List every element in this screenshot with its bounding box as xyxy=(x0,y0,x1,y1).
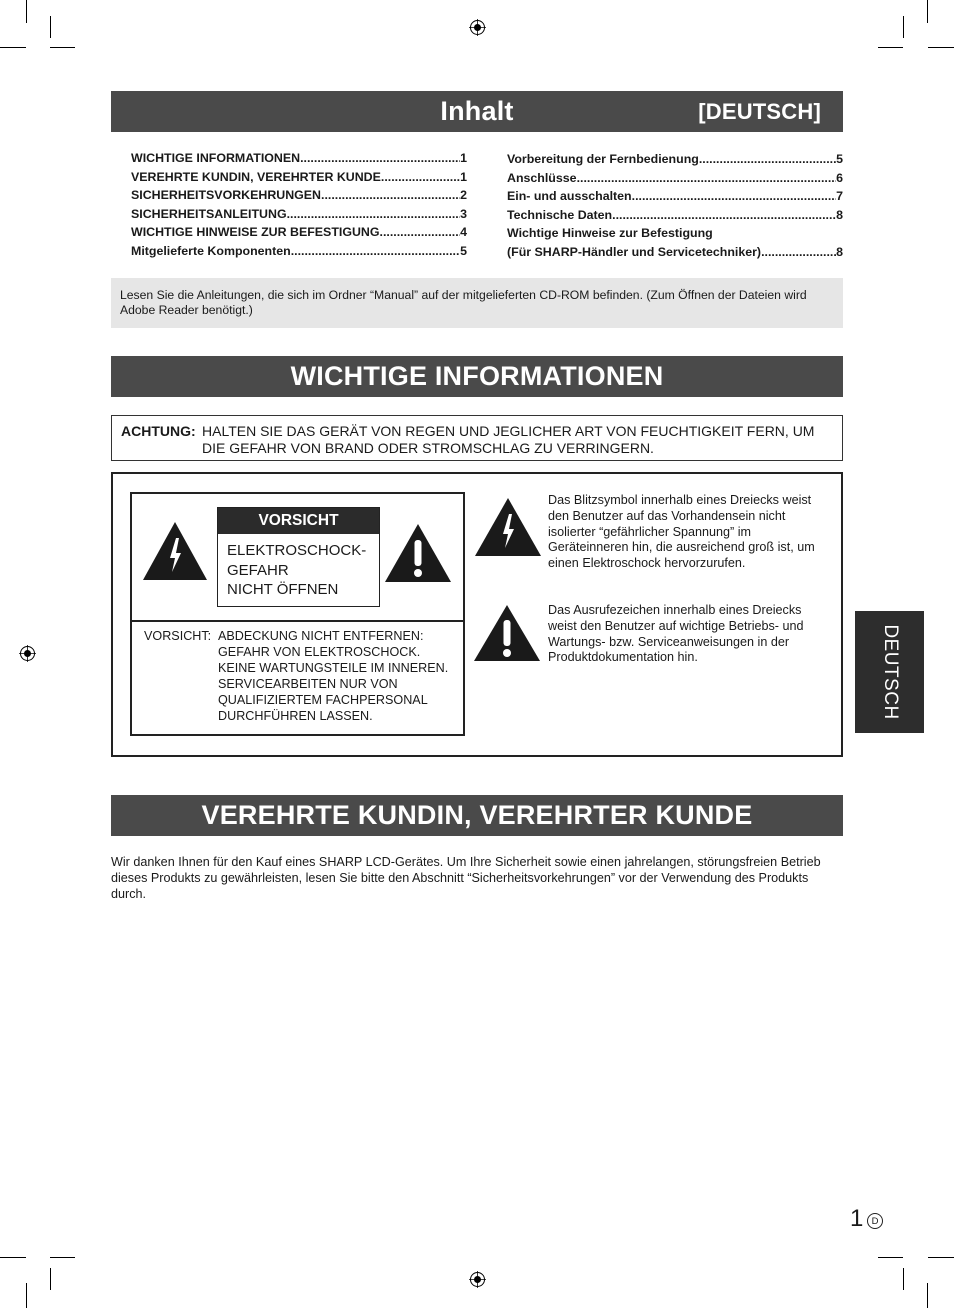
customer-header-bar xyxy=(111,795,843,836)
toc-leader xyxy=(300,149,460,168)
customer-title: VEREHRTE KUNDIN, VEREHRTER KUNDE xyxy=(201,800,753,830)
toc-leader xyxy=(612,206,836,225)
toc-entry-title: SICHERHEITSVORKEHRUNGEN xyxy=(131,188,322,203)
caution-note-line: DURCHFÜHREN LASSEN. xyxy=(218,708,373,723)
registration-target-icon xyxy=(469,19,486,36)
toc-entry-title: (Für SHARP-Händler und Servicetechniker) xyxy=(507,244,762,259)
toc-entry-title: Technische Daten xyxy=(507,207,613,222)
crop-mark xyxy=(903,1268,904,1290)
toc-leader xyxy=(699,150,836,169)
toc-entry-page: 5 xyxy=(460,243,467,258)
page-marker: D xyxy=(867,1213,883,1229)
crop-mark xyxy=(50,1257,75,1258)
vorsicht-line: GEFAHR xyxy=(227,561,289,579)
toc-leader xyxy=(632,187,836,206)
toc-entry-title: Vorbereitung der Fernbedienung xyxy=(507,152,699,166)
toc-entry[interactable] xyxy=(507,243,843,262)
toc-title: Inhalt xyxy=(440,96,514,126)
toc-entry[interactable] xyxy=(507,169,843,188)
crop-mark xyxy=(26,0,27,23)
toc-entry[interactable] xyxy=(131,149,467,168)
toc-entry-title: Anschlüsse xyxy=(507,170,577,185)
crop-mark xyxy=(928,1257,954,1258)
toc-leader xyxy=(321,186,460,205)
crop-mark xyxy=(50,16,51,38)
crop-mark xyxy=(0,1257,26,1258)
toc-entry[interactable] xyxy=(507,150,843,169)
caution-note-text xyxy=(218,629,463,724)
caution-note-line: SERVICEARBEITEN NUR VON xyxy=(218,676,398,691)
language-side-tab xyxy=(855,611,924,733)
caution-note-line: QUALIFIZIERTEM FACHPERSONAL xyxy=(218,692,428,707)
toc-entry-title: Ein- und ausschalten xyxy=(507,189,632,204)
crop-mark xyxy=(903,16,904,38)
crop-mark xyxy=(928,47,954,48)
toc-header-bar xyxy=(111,91,843,132)
toc-right-column xyxy=(507,150,843,262)
toc-entry[interactable] xyxy=(131,186,467,205)
toc-entry-title: Wichtige Hinweise zur Befestigung xyxy=(507,226,713,241)
toc-entry[interactable] xyxy=(507,224,843,243)
toc-leader xyxy=(761,243,836,262)
toc-entry-page: 2 xyxy=(460,188,467,203)
caution-note-line: GEFAHR VON ELEKTROSCHOCK. xyxy=(218,644,421,659)
lightning-triangle-icon xyxy=(473,496,543,558)
important-info-header-bar xyxy=(111,356,843,397)
exclamation-warning-icon xyxy=(383,522,453,584)
toc-entry[interactable] xyxy=(131,205,467,224)
crop-mark xyxy=(26,1283,27,1308)
toc-entry-page: 8 xyxy=(836,244,843,259)
vorsicht-label xyxy=(217,507,380,607)
toc-entry-title: VEREHRTE KUNDIN, VEREHRTER KUNDE xyxy=(131,169,381,184)
crop-mark xyxy=(878,1257,903,1258)
toc-left-column xyxy=(131,149,467,261)
achtung-label: ACHTUNG: xyxy=(121,423,196,439)
exclamation-triangle-icon xyxy=(472,603,542,663)
toc-entry-page: 7 xyxy=(836,189,843,204)
caution-note-line: KEINE WARTUNGSTEILE IM INNEREN. xyxy=(218,660,449,675)
vorsicht-line: NICHT ÖFFNEN xyxy=(227,581,339,598)
important-info-title: WICHTIGE INFORMATIONEN xyxy=(290,361,664,391)
achtung-text: HALTEN SIE DAS GERÄT VON REGEN UND JEGLICHER ART VON FEUCHTIGKEIT FERN, UM DIE GEFAHR VON BRAND ODER STROMSCHLAG ZU VERRINGERN. xyxy=(202,423,815,456)
vorsicht-header: VORSICHT xyxy=(218,508,379,534)
toc-entry-page: 8 xyxy=(836,207,843,222)
manual-note: Lesen Sie die Anleitungen, die sich im Ordner “Manual” auf der mitgelieferten CD-ROM befinden. (Zum Öffnen der Dateien wird Adobe Reader benötigt.) xyxy=(111,278,843,328)
crop-mark xyxy=(878,47,903,48)
crop-mark xyxy=(927,0,928,23)
lightning-description: Das Blitzsymbol innerhalb eines Dreiecks weist den Benutzer auf das Vorhandensein nicht isolierter “gefährlicher Spannung” im Geräteinneren hin, die ausreichend groß ist, um einen Elektroschock hervorzurufen. xyxy=(548,493,815,571)
toc-leader xyxy=(577,169,837,188)
vorsicht-line: ELEKTROSCHOCK- xyxy=(227,542,367,559)
exclamation-description: Das Ausrufezeichen innerhalb eines Dreiecks weist den Benutzer auf wichtige Betriebs- und Wartungs- bzw. Serviceanweisungen in der Produktdokumentation hin. xyxy=(548,603,804,665)
divider xyxy=(132,620,463,622)
crop-mark xyxy=(50,1268,51,1290)
toc-entry-page: 1 xyxy=(460,151,467,165)
toc-entry-page: 5 xyxy=(836,152,843,166)
toc-leader xyxy=(287,205,461,224)
toc-entry-page: 3 xyxy=(460,206,467,221)
language-tag: [DEUTSCH] xyxy=(698,98,821,124)
caution-note-line: ABDECKUNG NICHT ENTFERNEN: xyxy=(218,629,424,643)
achtung-box xyxy=(111,415,843,461)
toc-entry[interactable] xyxy=(131,223,467,242)
toc-entry[interactable] xyxy=(131,168,467,187)
caution-note-label: VORSICHT: xyxy=(144,629,212,643)
crop-mark xyxy=(927,1283,928,1308)
side-tab-label: DEUTSCH xyxy=(879,624,901,720)
registration-target-icon xyxy=(19,645,36,662)
registration-target-icon xyxy=(469,1271,486,1288)
toc-entry[interactable] xyxy=(131,242,467,261)
toc-entry-title: Mitgelieferte Komponenten xyxy=(131,243,291,258)
toc-entry-title: SICHERHEITSANLEITUNG xyxy=(131,206,287,221)
toc-leader xyxy=(380,223,461,242)
toc-leader xyxy=(291,242,460,261)
toc-entry-page: 1 xyxy=(460,169,467,184)
toc-entry-title: WICHTIGE HINWEISE ZUR BEFESTIGUNG xyxy=(131,225,380,240)
toc-entry-page: 6 xyxy=(836,170,843,185)
toc-entry[interactable] xyxy=(507,206,843,225)
customer-paragraph: Wir danken Ihnen für den Kauf eines SHARP LCD-Gerätes. Um Ihre Sicherheit sowie einen jahrelangen, störungsfreien Betrieb dieses Produkts zu gewährleisten, lesen Sie bitte den Abschnitt “Sicherheitsvorkehrungen” vor der Verwendung des Produkts durch. xyxy=(111,855,821,901)
page-number: 1 xyxy=(850,1205,864,1232)
toc-entry-title: WICHTIGE INFORMATIONEN xyxy=(131,151,301,165)
crop-mark xyxy=(0,47,26,48)
toc-entry[interactable] xyxy=(507,187,843,206)
toc-entry-page: 4 xyxy=(460,225,467,240)
toc-leader xyxy=(381,168,460,187)
crop-mark xyxy=(50,47,75,48)
electric-shock-warning-icon xyxy=(141,520,209,582)
